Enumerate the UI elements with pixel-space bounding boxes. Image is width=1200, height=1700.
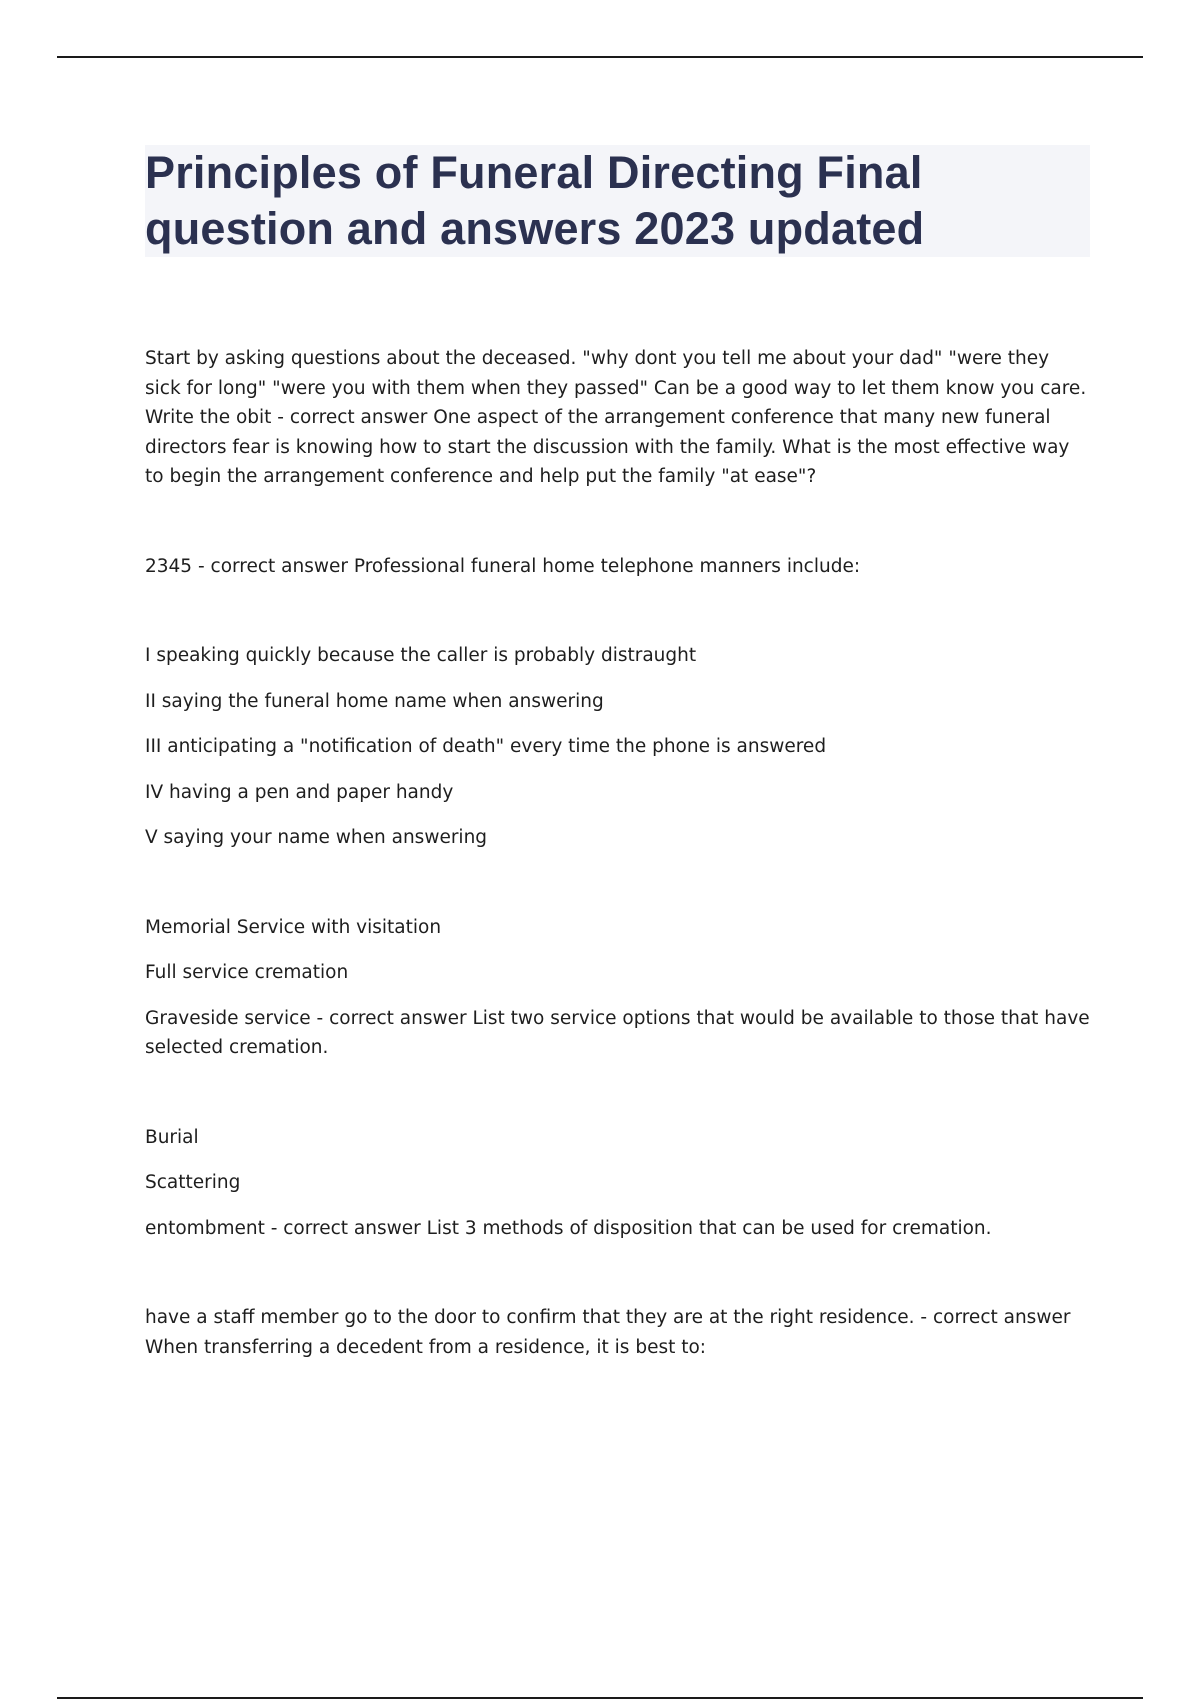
title-box	[145, 145, 1090, 257]
bottom-rule	[57, 1697, 1143, 1699]
title-line-2: question and answers 2023 updated	[145, 203, 925, 254]
option-item: IV having a pen and paper handy	[145, 781, 454, 803]
answer-line: Burial	[145, 1126, 199, 1148]
title-line-1: Principles of Funeral Directing Final	[145, 147, 923, 198]
qa-paragraph-3: Graveside service - correct answer List two service options that would be available to those that have selected cremation.	[145, 1007, 1090, 1058]
option-item: V saying your name when answering	[145, 827, 488, 848]
document-title	[145, 145, 1090, 257]
qa-paragraph-4: entombment - correct answer List 3 methods of disposition that can be used for cremation.	[145, 1217, 992, 1239]
option-item: II saying the funeral home name when answering	[145, 690, 604, 712]
option-item: I speaking quickly because the caller is probably distraught	[145, 645, 697, 666]
qa-paragraph-2: 2345 - correct answer Professional funeral home telephone manners include:	[145, 555, 861, 577]
answer-line: Full service cremation	[145, 962, 349, 983]
qa-paragraph-1: Start by asking questions about the deceased. "why dont you tell me about your dad" "were they sick for long" "were you with them when they passed" Can be a good way to let them know you care. Write the obit - correct answer One aspect of the arrangement conference that many new funeral directors fear is knowing how to start the discussion with the family. What is the most effective way to begin the arrangement conference and help put the family "at ease"?	[145, 348, 1087, 487]
option-item: III anticipating a "notification of death" every time the phone is answered	[145, 736, 827, 757]
top-rule	[57, 56, 1143, 58]
answer-line: Scattering	[145, 1172, 241, 1193]
answer-line: Memorial Service with visitation	[145, 916, 442, 938]
document-body	[145, 344, 1090, 1362]
qa-paragraph-5: have a staff member go to the door to confirm that they are at the right residence. - correct answer When transferring a decedent from a residence, it is best to:	[145, 1307, 1071, 1358]
